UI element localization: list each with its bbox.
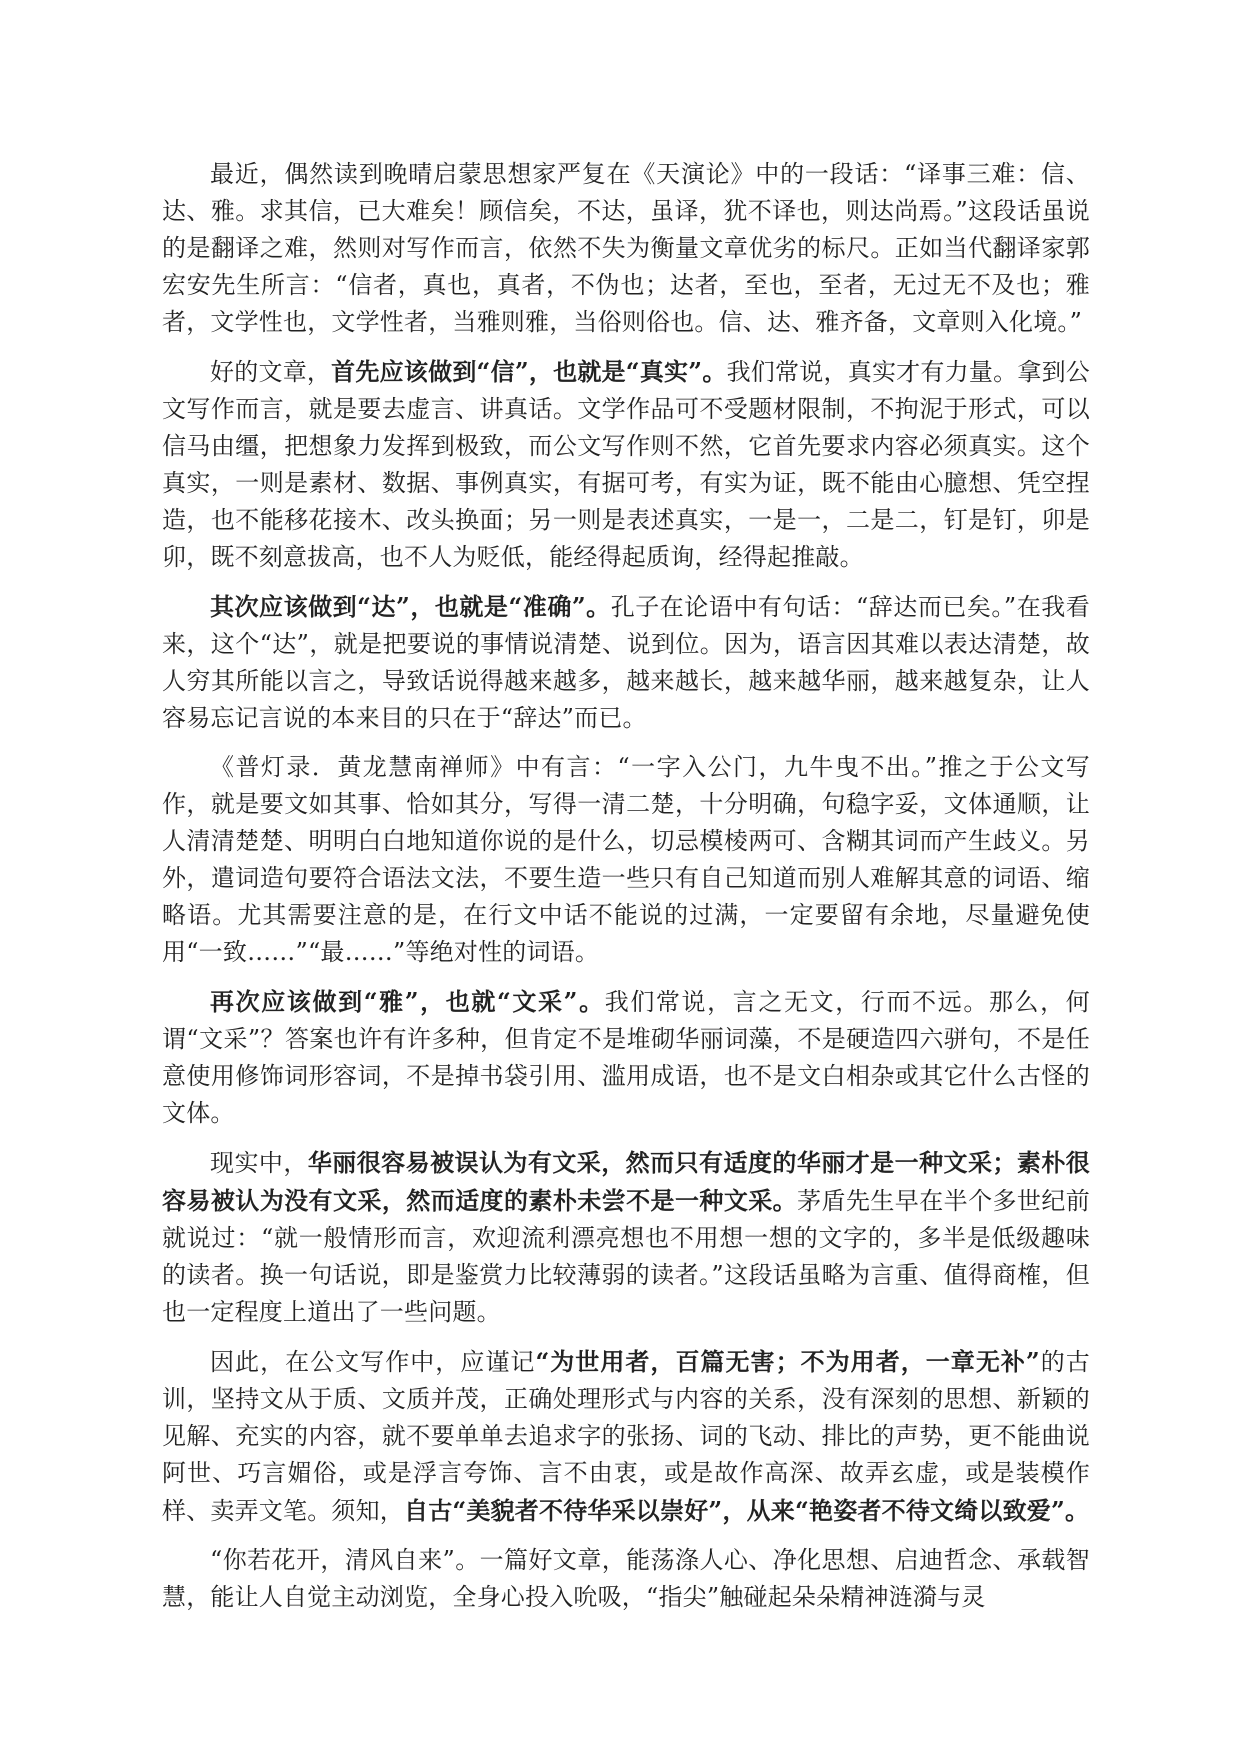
paragraph-5 (162, 983, 1090, 1132)
paragraph-7-emphasis-b: 自古“美貌者不待华采以崇好”，从来“艳姿者不待文绮以致爱”。 (404, 1496, 1090, 1525)
paragraph-6-text-a: 现实中， (210, 1149, 308, 1177)
paragraph-2-text-b: 我们常说，真实才有力量。拿到公文写作而言，就是要去虚言、讲真话。文学作品可不受题材限制，不拘泥于形式，可以信马由缰，把想象力发挥到极致，而公文写作则不然，它首先要求内容必须真实。这个真实，一则是素材、数据、事例真实，有据可考，有实为证，既不能由心臆想、凭空捏造，也不能移花接木、改头换面；另一则是表述真实，一是一，二是二，钉是钉，卯是卯，既不刻意拔高，也不人为贬低，能经得起质询，经得起推敲。 (162, 358, 1091, 571)
paragraph-5-text: 我们常说，言之无文，行而不远。那么，何谓“文采”？答案也许有许多种，但肯定不是堆砌华丽词藻，不是硬造四六骈句，不是任意使用修饰词形容词，不是掉书袋引用、滥用成语，也不是文白相杂或其它什么古怪的文体。 (162, 988, 1090, 1127)
document-body (162, 156, 1090, 1628)
paragraph-7-text-a: 因此，在公文写作中，应谨记 (210, 1348, 536, 1376)
paragraph-6 (162, 1144, 1090, 1331)
paragraph-8 (162, 1542, 1090, 1616)
paragraph-7 (162, 1343, 1090, 1530)
paragraph-7-emphasis-a: “为世用者，百篇无害；不为用者，一章无补” (535, 1347, 1040, 1376)
paragraph-2 (162, 353, 1090, 576)
paragraph-7-text-b: 的古训，坚持文从于质、文质并茂，正确处理形式与内容的关系，没有深刻的思想、新颖的见解、充实的内容，就不要单单去追求字的张扬、词的飞动、排比的声势，更不能曲说阿世、巧言媚俗，或是浮言夸饰、言不由衷，或是故作高深、故弄玄虚，或是装模作样、卖弄文笔。须知， (162, 1348, 1090, 1525)
paragraph-5-emphasis: 再次应该做到“雅”，也就“文采”。 (210, 987, 605, 1016)
paragraph-8-text: “你若花开，清风自来”。一篇好文章，能荡涤人心、净化思想、启迪哲念、承载智慧，能让人自觉主动浏览，全身心投入吮吸，“指尖”触碰起朵朵精神涟漪与灵 (162, 1546, 1090, 1611)
paragraph-2-text-a: 好的文章， (210, 358, 332, 386)
paragraph-3-text: 孔子在论语中有句话：“辞达而已矣。”在我看来，这个“达”，就是把要说的事情说清楚、说到位。因为，语言因其难以表达清楚，故人穷其所能以言之，导致话说得越来越多，越来越长，越来越华丽，越来越复杂，让人容易忘记言说的本来目的只在于“辞达”而已。 (162, 593, 1090, 732)
paragraph-6-emphasis: 华丽很容易被误认为有文采，然而只有适度的华丽才是一种文采；素朴很容易被认为没有文采，然而适度的素朴未尝不是一种文采。 (162, 1148, 1090, 1215)
paragraph-1-text: 最近，偶然读到晚晴启蒙思想家严复在《天演论》中的一段话：“译事三难：信、达、雅。求其信，已大难矣！顾信矣，不达，虽译，犹不译也，则达尚焉。”这段话虽说的是翻译之难，然则对写作而言，依然不失为衡量文章优劣的标尺。正如当代翻译家郭宏安先生所言：“信者，真也，真者，不伪也；达者，至也，至者，无过无不及也；雅者，文学性也，文学性者，当雅则雅，当俗则俗也。信、达、雅齐备，文章则入化境。” (162, 160, 1090, 336)
paragraph-3-emphasis: 其次应该做到“达”，也就是“准确”。 (210, 592, 611, 621)
paragraph-4-text: 《普灯录．黄龙慧南禅师》中有言：“一字入公门，九牛曳不出。”推之于公文写作，就是要文如其事、恰如其分，写得一清二楚，十分明确，句稳字妥，文体通顺，让人清清楚楚、明明白白地知道你说的是什么，切忌模棱两可、含糊其词而产生歧义。另外，遣词造句要符合语法文法，不要生造一些只有自己知道而别人难解其意的词语、缩略语。尤其需要注意的是，在行文中话不能说的过满，一定要留有余地，尽量避免使用“一致……”“最……”等绝对性的词语。 (162, 753, 1090, 966)
paragraph-4 (162, 749, 1090, 971)
paragraph-2-emphasis: 首先应该做到“信”，也就是“真实”。 (331, 357, 727, 386)
paragraph-1 (162, 156, 1090, 341)
paragraph-3 (162, 588, 1090, 737)
paragraph-6-text-b: 茅盾先生早在半个多世纪前就说过：“就一般情形而言，欢迎流利漂亮想也不用想一想的文字的，多半是低级趣味的读者。换一句话说，即是鉴赏力比较薄弱的读者。”这段话虽略为言重、值得商榷，但也一定程度上道出了一些问题。 (162, 1187, 1090, 1326)
